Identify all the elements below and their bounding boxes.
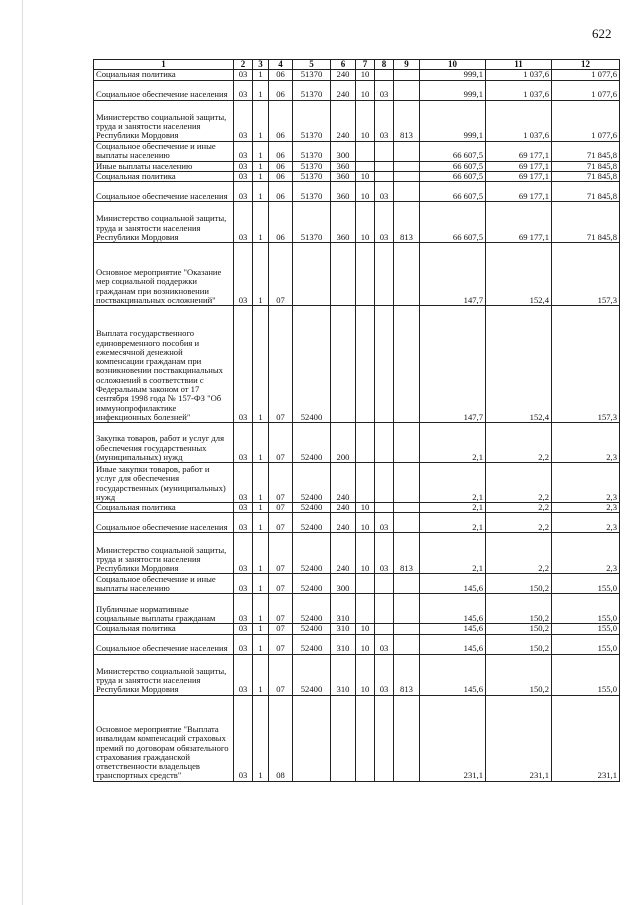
table-row xyxy=(94,594,620,624)
table-cell: 06 xyxy=(269,141,293,161)
table-cell: 51370 xyxy=(293,70,331,80)
table-row xyxy=(94,306,620,423)
table-cell: 07 xyxy=(269,533,293,574)
table-cell: 310 xyxy=(331,594,356,624)
table-cell: 2,3 xyxy=(552,503,620,513)
table-cell xyxy=(356,463,375,503)
table-cell: 1 xyxy=(253,80,269,100)
table-cell: 145,6 xyxy=(420,654,486,695)
table-cell: 2,1 xyxy=(420,533,486,574)
table-cell xyxy=(394,503,420,513)
table-cell: 1 xyxy=(253,463,269,503)
table-cell: 03 xyxy=(234,423,253,463)
table-cell: 2,2 xyxy=(486,423,552,463)
table-cell: 03 xyxy=(234,594,253,624)
table-cell: 360 xyxy=(331,182,356,202)
table-cell: 07 xyxy=(269,306,293,423)
table-cell: 10 xyxy=(356,503,375,513)
table-cell: 1 xyxy=(253,161,269,171)
row-name-cell: Иные выплаты населению xyxy=(94,161,234,171)
table-cell: 10 xyxy=(356,533,375,574)
row-name-cell: Социальная политика xyxy=(94,624,234,634)
table-cell xyxy=(356,306,375,423)
table-cell: 2,3 xyxy=(552,463,620,503)
table-cell xyxy=(375,171,394,181)
table-cell: 231,1 xyxy=(552,695,620,781)
table-cell xyxy=(331,695,356,781)
table-cell: 157,3 xyxy=(552,243,620,306)
table-cell: 1 xyxy=(253,423,269,463)
row-name-cell: Министерство социальной защиты, труда и занятости населения Республики Мордовия xyxy=(94,533,234,574)
table-row xyxy=(94,182,620,202)
table-cell: 1 037,6 xyxy=(486,70,552,80)
table-cell: 300 xyxy=(331,141,356,161)
table-cell: 03 xyxy=(234,100,253,141)
table-cell: 66 607,5 xyxy=(420,182,486,202)
table-cell: 1 xyxy=(253,634,269,654)
table-cell: 1 xyxy=(253,574,269,594)
table-cell xyxy=(375,695,394,781)
table-row xyxy=(94,70,620,80)
table-cell: 71 845,8 xyxy=(552,202,620,243)
table-row xyxy=(94,503,620,513)
table-cell: 03 xyxy=(234,695,253,781)
table-cell: 07 xyxy=(269,624,293,634)
table-cell: 813 xyxy=(394,100,420,141)
table-cell: 03 xyxy=(375,100,394,141)
table-cell xyxy=(394,594,420,624)
table-cell: 2,1 xyxy=(420,513,486,533)
table-cell: 03 xyxy=(375,182,394,202)
column-header-9: 9 xyxy=(394,60,420,70)
table-cell: 66 607,5 xyxy=(420,141,486,161)
table-cell: 03 xyxy=(234,624,253,634)
table-cell: 10 xyxy=(356,202,375,243)
table-cell: 08 xyxy=(269,695,293,781)
table-row xyxy=(94,141,620,161)
table-row xyxy=(94,171,620,181)
table-cell xyxy=(394,695,420,781)
table-cell: 07 xyxy=(269,574,293,594)
table-cell: 69 177,1 xyxy=(486,171,552,181)
table-cell: 147,7 xyxy=(420,243,486,306)
table-cell xyxy=(394,423,420,463)
table-row xyxy=(94,463,620,503)
table-cell: 69 177,1 xyxy=(486,141,552,161)
table-row xyxy=(94,513,620,533)
table-cell: 51370 xyxy=(293,141,331,161)
table-cell: 240 xyxy=(331,503,356,513)
row-name-cell: Основное мероприятие "Выплата инвалидам компенсаций страховых премий по договорам обязательного страхования гражданской ответственности владельцев транспортных средств" xyxy=(94,695,234,781)
table-cell: 03 xyxy=(375,634,394,654)
table-cell: 06 xyxy=(269,202,293,243)
table-cell: 2,3 xyxy=(552,513,620,533)
table-cell: 360 xyxy=(331,161,356,171)
table-cell: 10 xyxy=(356,182,375,202)
table-cell: 2,2 xyxy=(486,503,552,513)
row-name-cell: Министерство социальной защиты, труда и занятости населения Республики Мордовия xyxy=(94,654,234,695)
table-cell: 52400 xyxy=(293,306,331,423)
table-cell: 03 xyxy=(375,533,394,574)
table-cell: 231,1 xyxy=(486,695,552,781)
table-cell xyxy=(375,243,394,306)
table-cell: 1 xyxy=(253,243,269,306)
row-name-cell: Социальная политика xyxy=(94,171,234,181)
table-cell: 03 xyxy=(234,306,253,423)
table-cell: 1 037,6 xyxy=(486,80,552,100)
table-cell: 51370 xyxy=(293,100,331,141)
table-cell xyxy=(394,141,420,161)
table-cell xyxy=(394,574,420,594)
table-cell: 360 xyxy=(331,202,356,243)
table-cell: 145,6 xyxy=(420,594,486,624)
table-cell: 07 xyxy=(269,503,293,513)
table-cell: 52400 xyxy=(293,463,331,503)
table-cell: 52400 xyxy=(293,574,331,594)
column-header-12: 12 xyxy=(552,60,620,70)
table-cell: 2,3 xyxy=(552,533,620,574)
table-cell: 10 xyxy=(356,80,375,100)
table-cell: 10 xyxy=(356,171,375,181)
table-cell: 51370 xyxy=(293,182,331,202)
table-cell xyxy=(394,463,420,503)
table-cell xyxy=(356,574,375,594)
table-cell: 155,0 xyxy=(552,634,620,654)
table-cell: 150,2 xyxy=(486,634,552,654)
table-cell: 1 xyxy=(253,624,269,634)
row-name-cell: Выплата государственного единовременного пособия и ежемесячной денежной компенсации гражданам при возникновении поствакцинальных осложнений в соответствии с Федеральным законом от 17 сентября 1998 года № 157-ФЗ "Об иммунопрофилактике инфекционных болезней" xyxy=(94,306,234,423)
table-cell xyxy=(331,306,356,423)
table-cell: 240 xyxy=(331,80,356,100)
table-cell: 03 xyxy=(234,202,253,243)
table-cell: 03 xyxy=(234,574,253,594)
table-cell: 310 xyxy=(331,654,356,695)
table-cell xyxy=(394,80,420,100)
table-cell xyxy=(394,161,420,171)
table-cell: 2,2 xyxy=(486,533,552,574)
table-cell: 03 xyxy=(234,503,253,513)
table-body xyxy=(94,70,620,781)
table-cell: 150,2 xyxy=(486,654,552,695)
table-cell: 03 xyxy=(234,634,253,654)
table-row xyxy=(94,243,620,306)
table-cell: 52400 xyxy=(293,654,331,695)
row-name-cell: Публичные нормативные социальные выплаты гражданам xyxy=(94,594,234,624)
table-cell xyxy=(375,141,394,161)
table-cell: 06 xyxy=(269,100,293,141)
table-cell: 10 xyxy=(356,70,375,80)
column-header-4: 4 xyxy=(269,60,293,70)
table-cell: 1 077,6 xyxy=(552,70,620,80)
row-name-cell: Иные закупки товаров, работ и услуг для обеспечения государственных (муниципальных) нужд xyxy=(94,463,234,503)
table-cell: 51370 xyxy=(293,202,331,243)
table-cell: 07 xyxy=(269,634,293,654)
row-name-cell: Социальное обеспечение населения xyxy=(94,80,234,100)
column-header-11: 11 xyxy=(486,60,552,70)
table-cell: 52400 xyxy=(293,513,331,533)
table-cell: 1 077,6 xyxy=(552,100,620,141)
table-cell: 52400 xyxy=(293,594,331,624)
table-row xyxy=(94,574,620,594)
column-header-2: 2 xyxy=(234,60,253,70)
table-row xyxy=(94,423,620,463)
table-cell xyxy=(375,503,394,513)
table-cell: 10 xyxy=(356,624,375,634)
table-cell: 51370 xyxy=(293,80,331,100)
table-cell xyxy=(394,513,420,533)
table-cell xyxy=(293,243,331,306)
table-cell: 150,2 xyxy=(486,624,552,634)
table-cell: 152,4 xyxy=(486,243,552,306)
table-cell: 07 xyxy=(269,463,293,503)
table-cell: 71 845,8 xyxy=(552,171,620,181)
table-cell: 1 xyxy=(253,695,269,781)
table-cell xyxy=(394,70,420,80)
column-header-8: 8 xyxy=(375,60,394,70)
table-cell: 06 xyxy=(269,80,293,100)
table-row xyxy=(94,533,620,574)
table-cell: 2,1 xyxy=(420,423,486,463)
row-name-cell: Основное мероприятие "Оказание мер социальной поддержки гражданам при возникновении поствакцинальных осложнений" xyxy=(94,243,234,306)
table-cell: 240 xyxy=(331,70,356,80)
row-name-cell: Социальное обеспечение и иные выплаты населению xyxy=(94,141,234,161)
table-cell: 1 xyxy=(253,533,269,574)
column-header-3: 3 xyxy=(253,60,269,70)
table-cell xyxy=(375,161,394,171)
table-cell: 310 xyxy=(331,634,356,654)
table-cell xyxy=(394,182,420,202)
table-cell: 71 845,8 xyxy=(552,161,620,171)
column-header-10: 10 xyxy=(420,60,486,70)
table-cell: 240 xyxy=(331,513,356,533)
table-cell: 03 xyxy=(234,161,253,171)
table-cell xyxy=(394,243,420,306)
table-row xyxy=(94,100,620,141)
table-cell: 07 xyxy=(269,513,293,533)
table-cell: 03 xyxy=(234,182,253,202)
budget-table xyxy=(93,59,620,782)
table-cell: 66 607,5 xyxy=(420,202,486,243)
row-name-cell: Социальная политика xyxy=(94,503,234,513)
table-row xyxy=(94,202,620,243)
table-cell xyxy=(375,70,394,80)
table-cell: 03 xyxy=(234,463,253,503)
table-cell xyxy=(394,634,420,654)
table-cell: 2,2 xyxy=(486,463,552,503)
table-cell: 03 xyxy=(375,654,394,695)
table-cell: 07 xyxy=(269,594,293,624)
table-cell: 813 xyxy=(394,202,420,243)
table-cell xyxy=(394,624,420,634)
table-cell xyxy=(356,423,375,463)
table-cell: 07 xyxy=(269,423,293,463)
table-cell: 07 xyxy=(269,654,293,695)
table-cell xyxy=(375,423,394,463)
table-cell: 03 xyxy=(375,513,394,533)
table-cell: 66 607,5 xyxy=(420,161,486,171)
row-name-cell: Социальное обеспечение и иные выплаты населению xyxy=(94,574,234,594)
table-cell: 06 xyxy=(269,70,293,80)
table-cell xyxy=(356,243,375,306)
table-cell: 150,2 xyxy=(486,574,552,594)
row-name-cell: Социальное обеспечение населения xyxy=(94,182,234,202)
table-cell: 1 xyxy=(253,100,269,141)
column-header-7: 7 xyxy=(356,60,375,70)
table-cell: 1 037,6 xyxy=(486,100,552,141)
table-cell: 2,1 xyxy=(420,503,486,513)
table-cell: 145,6 xyxy=(420,624,486,634)
table-cell: 06 xyxy=(269,182,293,202)
row-name-cell: Закупка товаров, работ и услуг для обеспечения государственных (муниципальных) нужд xyxy=(94,423,234,463)
table-cell: 2,1 xyxy=(420,463,486,503)
table-cell: 07 xyxy=(269,243,293,306)
column-header-5: 5 xyxy=(293,60,331,70)
column-header-6: 6 xyxy=(331,60,356,70)
table-cell: 51370 xyxy=(293,171,331,181)
table-cell: 51370 xyxy=(293,161,331,171)
table-cell: 03 xyxy=(234,533,253,574)
table-cell: 10 xyxy=(356,654,375,695)
table-row xyxy=(94,624,620,634)
table-cell: 1 xyxy=(253,171,269,181)
table-cell: 66 607,5 xyxy=(420,171,486,181)
table-cell xyxy=(331,243,356,306)
row-name-cell: Социальное обеспечение населения xyxy=(94,634,234,654)
table-cell: 71 845,8 xyxy=(552,182,620,202)
table-cell: 145,6 xyxy=(420,634,486,654)
table-cell xyxy=(375,624,394,634)
table-cell: 152,4 xyxy=(486,306,552,423)
row-name-cell: Социальное обеспечение населения xyxy=(94,513,234,533)
table-cell: 813 xyxy=(394,654,420,695)
table-cell: 06 xyxy=(269,161,293,171)
table-cell: 52400 xyxy=(293,503,331,513)
table-cell: 150,2 xyxy=(486,594,552,624)
table-cell: 240 xyxy=(331,100,356,141)
scan-edge-line xyxy=(22,0,23,905)
table-cell: 03 xyxy=(375,80,394,100)
table-cell: 1 xyxy=(253,654,269,695)
table-cell: 1 xyxy=(253,202,269,243)
table-cell: 1 077,6 xyxy=(552,80,620,100)
table-cell xyxy=(356,695,375,781)
table-cell: 231,1 xyxy=(420,695,486,781)
row-name-cell: Министерство социальной защиты, труда и занятости населения Республики Мордовия xyxy=(94,202,234,243)
table-cell xyxy=(375,594,394,624)
table-cell xyxy=(375,574,394,594)
table-cell: 52400 xyxy=(293,624,331,634)
table-cell: 155,0 xyxy=(552,654,620,695)
row-name-cell: Социальная политика xyxy=(94,70,234,80)
table-row xyxy=(94,654,620,695)
table-cell: 69 177,1 xyxy=(486,161,552,171)
table-cell xyxy=(394,171,420,181)
table-cell xyxy=(375,463,394,503)
page-number: 622 xyxy=(592,26,612,41)
table-cell: 300 xyxy=(331,574,356,594)
table-cell: 2,2 xyxy=(486,513,552,533)
table-cell xyxy=(356,141,375,161)
table-row xyxy=(94,161,620,171)
table-cell: 999,1 xyxy=(420,70,486,80)
table-cell: 155,0 xyxy=(552,594,620,624)
table-cell: 52400 xyxy=(293,634,331,654)
table-cell: 03 xyxy=(234,654,253,695)
table-cell: 200 xyxy=(331,423,356,463)
table-cell: 06 xyxy=(269,171,293,181)
table-cell: 69 177,1 xyxy=(486,182,552,202)
table-cell: 310 xyxy=(331,624,356,634)
table-cell: 157,3 xyxy=(552,306,620,423)
table-cell xyxy=(293,695,331,781)
table-cell: 03 xyxy=(234,243,253,306)
table-cell: 03 xyxy=(234,171,253,181)
table-cell: 1 xyxy=(253,182,269,202)
table-cell: 360 xyxy=(331,171,356,181)
table-cell: 1 xyxy=(253,513,269,533)
table-cell: 10 xyxy=(356,100,375,141)
table-cell: 71 845,8 xyxy=(552,141,620,161)
table-cell: 145,6 xyxy=(420,574,486,594)
table-cell: 2,3 xyxy=(552,423,620,463)
table-row xyxy=(94,634,620,654)
table-cell: 69 177,1 xyxy=(486,202,552,243)
table-cell: 813 xyxy=(394,533,420,574)
table-cell: 1 xyxy=(253,70,269,80)
table-cell xyxy=(356,161,375,171)
table-cell: 147,7 xyxy=(420,306,486,423)
table-cell: 1 xyxy=(253,594,269,624)
table-cell: 03 xyxy=(234,141,253,161)
table-cell xyxy=(375,306,394,423)
table-cell: 10 xyxy=(356,634,375,654)
table-row xyxy=(94,80,620,100)
table-cell: 999,1 xyxy=(420,100,486,141)
table-cell: 03 xyxy=(234,513,253,533)
row-name-cell: Министерство социальной защиты, труда и занятости населения Республики Мордовия xyxy=(94,100,234,141)
table-cell: 1 xyxy=(253,141,269,161)
table-cell: 03 xyxy=(375,202,394,243)
table-cell: 155,0 xyxy=(552,624,620,634)
table-cell: 52400 xyxy=(293,423,331,463)
table-cell: 240 xyxy=(331,463,356,503)
table-cell xyxy=(394,306,420,423)
table-cell: 155,0 xyxy=(552,574,620,594)
table-cell: 10 xyxy=(356,513,375,533)
table-header-row xyxy=(94,60,620,70)
table-cell: 03 xyxy=(234,70,253,80)
table-cell: 1 xyxy=(253,503,269,513)
table-row xyxy=(94,695,620,781)
table-cell: 52400 xyxy=(293,533,331,574)
table-cell: 240 xyxy=(331,533,356,574)
table-cell: 03 xyxy=(234,80,253,100)
table-cell xyxy=(356,594,375,624)
table-cell: 999,1 xyxy=(420,80,486,100)
column-header-1: 1 xyxy=(94,60,234,70)
table-cell: 1 xyxy=(253,306,269,423)
